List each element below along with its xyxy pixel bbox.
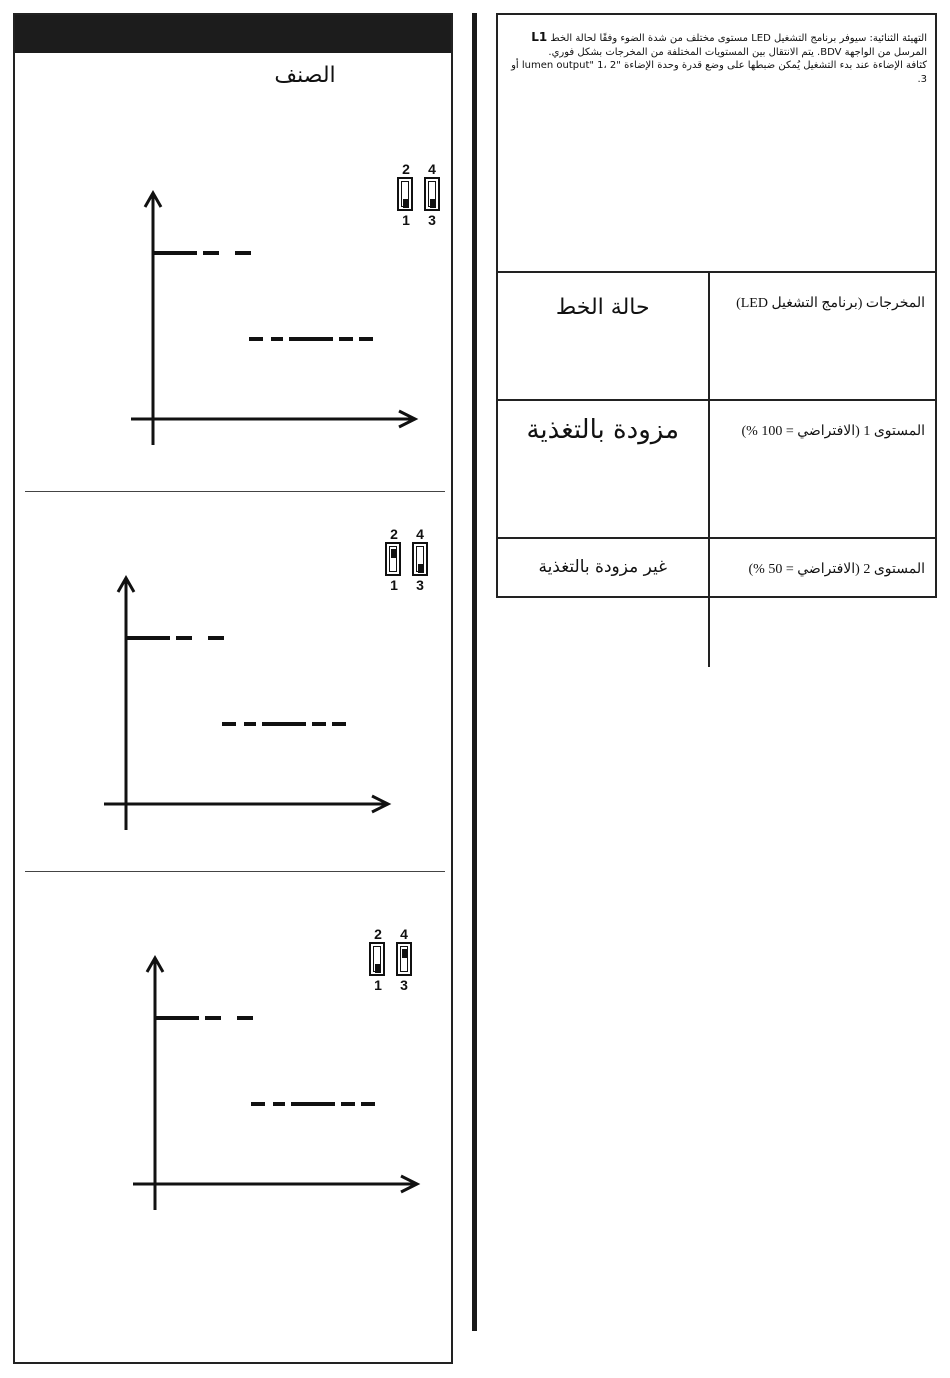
- dip-label-bottom-left: 1: [390, 577, 398, 593]
- class-title: الصنف: [274, 63, 336, 88]
- dip-switch-right: [424, 177, 440, 211]
- dip-label-top-right: 4: [400, 926, 408, 942]
- dip-label-bottom-left: 1: [402, 212, 410, 228]
- level-graph-1: [125, 183, 425, 463]
- intro-line-1: التهيئة الثنائية: سيوفر برنامج التشغيل LED مستوى مختلف من شدة الضوء وفقًا لحالة الخط L1 المرسل من الواجهة BDV. يتم الانتقال بين المستويات المختلفة من المخرجات بشكل فوري.: [531, 30, 927, 58]
- header-outputs: المخرجات (برنامج التشغيل LED): [709, 272, 936, 400]
- intro-line-2: كثافة الإضاءة عند بدء التشغيل يُمكن ضبطها على وضع قدرة وحدة الإضاءة "lumen output" 1، 2 أو 3.: [511, 60, 927, 85]
- config-section-3: [25, 871, 445, 1365]
- dip-label-bottom-right: 3: [416, 577, 424, 593]
- dip-label-bottom-right: 3: [428, 212, 436, 228]
- class-panel: [13, 13, 453, 1364]
- dip-switch-right: [412, 542, 428, 576]
- panel-header-bar: [15, 15, 451, 53]
- line-l1-label: L1: [531, 30, 548, 44]
- config-section-2: [25, 491, 445, 872]
- intro-text: [507, 29, 927, 86]
- header-line-state: حالة الخط: [498, 272, 709, 400]
- dip-label-top-right: 4: [416, 526, 424, 542]
- row-1-output: المستوى 1 (الافتراضي = 100 %): [709, 400, 936, 538]
- config-section-1: [15, 53, 451, 491]
- dip-label-top-right: 4: [428, 161, 436, 177]
- column-divider: [472, 13, 477, 1331]
- output-table: [498, 271, 935, 667]
- dip-label-top-left: 2: [402, 161, 410, 177]
- row-2-output: المستوى 2 (الافتراضي = 50 %): [709, 538, 936, 667]
- dip-label-top-left: 2: [374, 926, 382, 942]
- row-2-state: غير مزودة بالتغذية: [498, 538, 709, 667]
- level-graph-3: [127, 948, 427, 1228]
- dip-label-bottom-right: 3: [400, 977, 408, 993]
- row-1-state: مزودة بالتغذية: [498, 400, 709, 538]
- description-panel: [496, 13, 937, 598]
- table-row: [498, 400, 935, 538]
- dip-label-top-left: 2: [390, 526, 398, 542]
- table-header-row: [498, 272, 935, 400]
- level-graph-2: [98, 568, 398, 848]
- table-row: [498, 538, 935, 667]
- dip-label-bottom-left: 1: [374, 977, 382, 993]
